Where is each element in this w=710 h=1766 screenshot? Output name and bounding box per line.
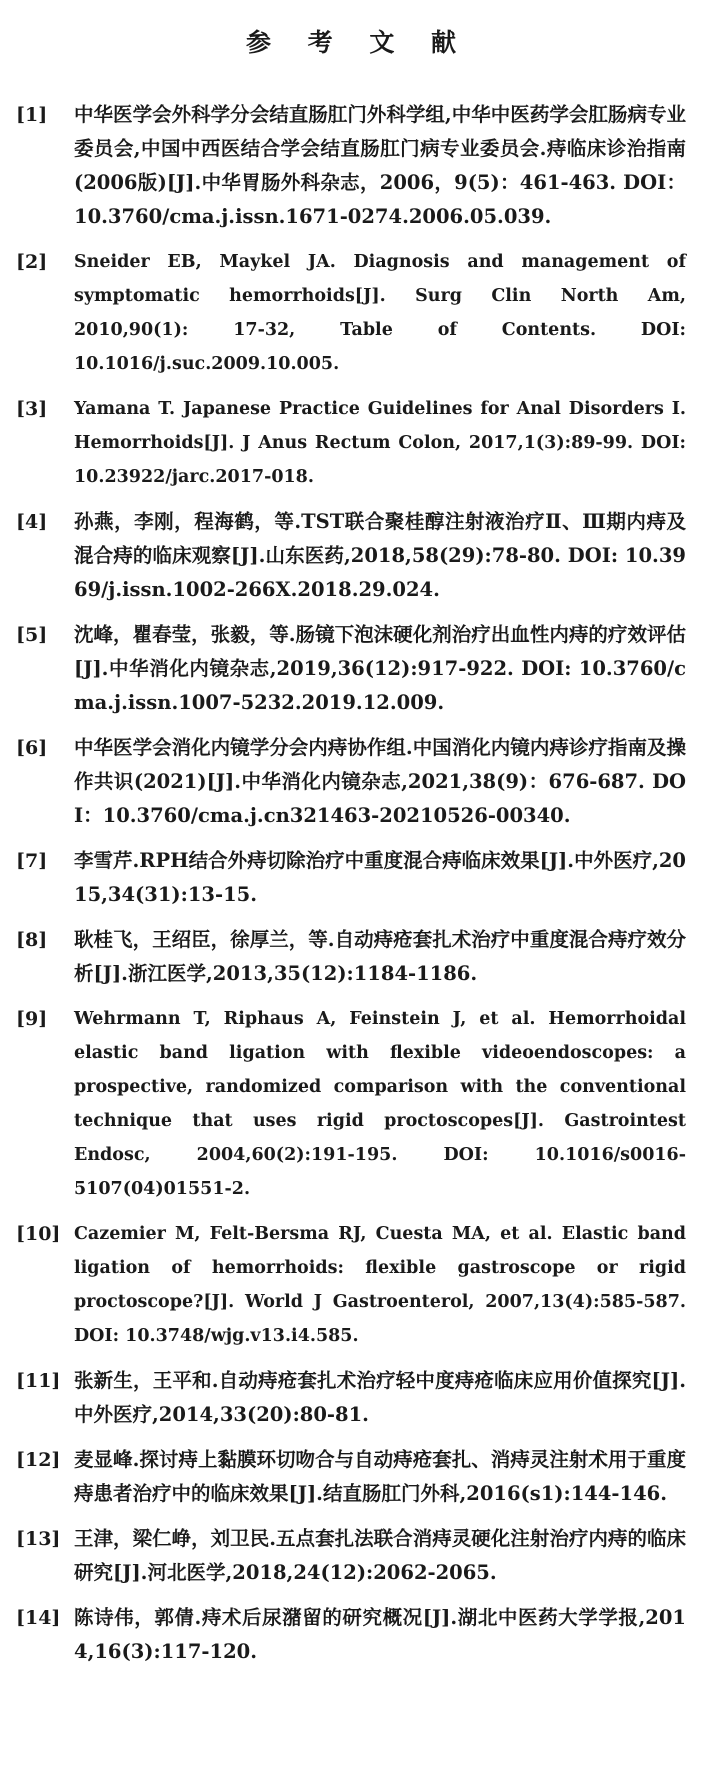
- reference-text: Wehrmann T, Riphaus A, Feinstein J, et al. Hemorrhoidal elastic band ligation with flexible videoendoscopes: a prospective, randomized comparison with the conventional technique that uses rigid proctoscopes[J]. Gastrointest Endosc, 2004,60(2):191-195. DOI: 10.1016/s0016-5107(04)01551-2.: [74, 1009, 686, 1199]
- reference-item: [16, 245, 686, 381]
- reference-text: 王津，梁仁峥，刘卫民.五点套扎法联合消痔灵硬化注射治疗内痔的临床研究[J].河北医学,2018,24(12):2062-2065.: [74, 1527, 686, 1584]
- reference-item: [16, 1217, 686, 1353]
- reference-item: [16, 1002, 686, 1206]
- reference-number: [13]: [16, 1528, 61, 1550]
- reference-text: 耿桂飞，王绍臣，徐厚兰，等.自动痔疮套扎术治疗中重度混合痔疗效分析[J].浙江医学,2013,35(12):1184-1186.: [74, 928, 686, 985]
- reference-item: [16, 98, 686, 234]
- reference-number: [12]: [16, 1449, 61, 1471]
- reference-item: [16, 1443, 686, 1511]
- reference-text: 麦显峰.探讨痔上黏膜环切吻合与自动痔疮套扎、消痔灵注射术用于重度痔患者治疗中的临床效果[J].结直肠肛门外科,2016(s1):144-146.: [74, 1448, 686, 1505]
- reference-number: [9]: [16, 1008, 48, 1030]
- reference-item: [16, 923, 686, 991]
- reference-number: [2]: [16, 251, 48, 273]
- reference-number: [11]: [16, 1370, 61, 1392]
- reference-item: [16, 392, 686, 494]
- reference-item: [16, 1601, 686, 1669]
- reference-text: Cazemier M, Felt-Bersma RJ, Cuesta MA, et al. Elastic band ligation of hemorrhoids: flexible gastroscope or rigid proctoscope?[J]. World J Gastroenterol, 2007,13(4):585-587. DOI: 10.3748/wjg.v13.i4.585.: [74, 1224, 686, 1346]
- reference-text: Yamana T. Japanese Practice Guidelines for Anal Disorders I. Hemorrhoids[J]. J Anus Rectum Colon, 2017,1(3):89-99. DOI: 10.23922/jarc.2017-018.: [74, 399, 686, 487]
- reference-item: [16, 1364, 686, 1432]
- reference-number: [14]: [16, 1607, 61, 1629]
- reference-item: [16, 731, 686, 833]
- reference-number: [10]: [16, 1223, 61, 1245]
- page-title: 参 考 文 献: [245, 28, 471, 57]
- reference-number: [4]: [16, 511, 48, 533]
- reference-number: [1]: [16, 104, 48, 126]
- reference-number: [7]: [16, 850, 48, 872]
- reference-text: 张新生，王平和.自动痔疮套扎术治疗轻中度痔疮临床应用价值探究[J].中外医疗,2014,33(20):80-81.: [74, 1369, 686, 1426]
- reference-text: 沈峰，瞿春莹，张毅，等.肠镜下泡沫硬化剂治疗出血性内痔的疗效评估[J].中华消化内镜杂志,2019,36(12):917-922. DOI: 10.3760/cma.j.issn.1007-5232.2019.12.009.: [74, 623, 686, 714]
- reference-number: [5]: [16, 624, 48, 646]
- reference-number: [3]: [16, 398, 48, 420]
- reference-number: [6]: [16, 737, 48, 759]
- reference-text: 陈诗伟，郭倩.痔术后尿潴留的研究概况[J].湖北中医药大学学报,2014,16(3):117-120.: [74, 1606, 686, 1663]
- reference-number: [8]: [16, 929, 48, 951]
- reference-text: Sneider EB, Maykel JA. Diagnosis and management of symptomatic hemorrhoids[J]. Surg Clin North Am, 2010,90(1): 17-32, Table of Contents. DOI: 10.1016/j.suc.2009.10.005.: [74, 252, 686, 374]
- reference-list: [16, 98, 686, 1669]
- reference-text: 中华医学会外科学分会结直肠肛门外科学组,中华中医药学会肛肠病专业委员会,中国中西医结合学会结直肠肛门病专业委员会.痔临床诊治指南(2006版)[J].中华胃肠外科杂志，2006，9(5)：461-463. DOI：10.3760/cma.j.issn.1671-0274.2006.05.039.: [74, 103, 686, 228]
- reference-item: [16, 618, 686, 720]
- reference-item: [16, 1522, 686, 1590]
- reference-text: 中华医学会消化内镜学分会内痔协作组.中国消化内镜内痔诊疗指南及操作共识(2021)[J].中华消化内镜杂志,2021,38(9)：676-687. DOI：10.3760/cma.j.cn321463-20210526-00340.: [74, 736, 686, 827]
- reference-text: 孙燕，李刚，程海鹤，等.TST联合聚桂醇注射液治疗Ⅱ、Ⅲ期内痔及混合痔的临床观察[J].山东医药,2018,58(29):78-80. DOI: 10.3969/j.issn.1002-266X.2018.29.024.: [74, 510, 686, 601]
- reference-item: [16, 505, 686, 607]
- reference-item: [16, 844, 686, 912]
- reference-text: 李雪芹.RPH结合外痔切除治疗中重度混合痔临床效果[J].中外医疗,2015,34(31):13-15.: [74, 849, 686, 906]
